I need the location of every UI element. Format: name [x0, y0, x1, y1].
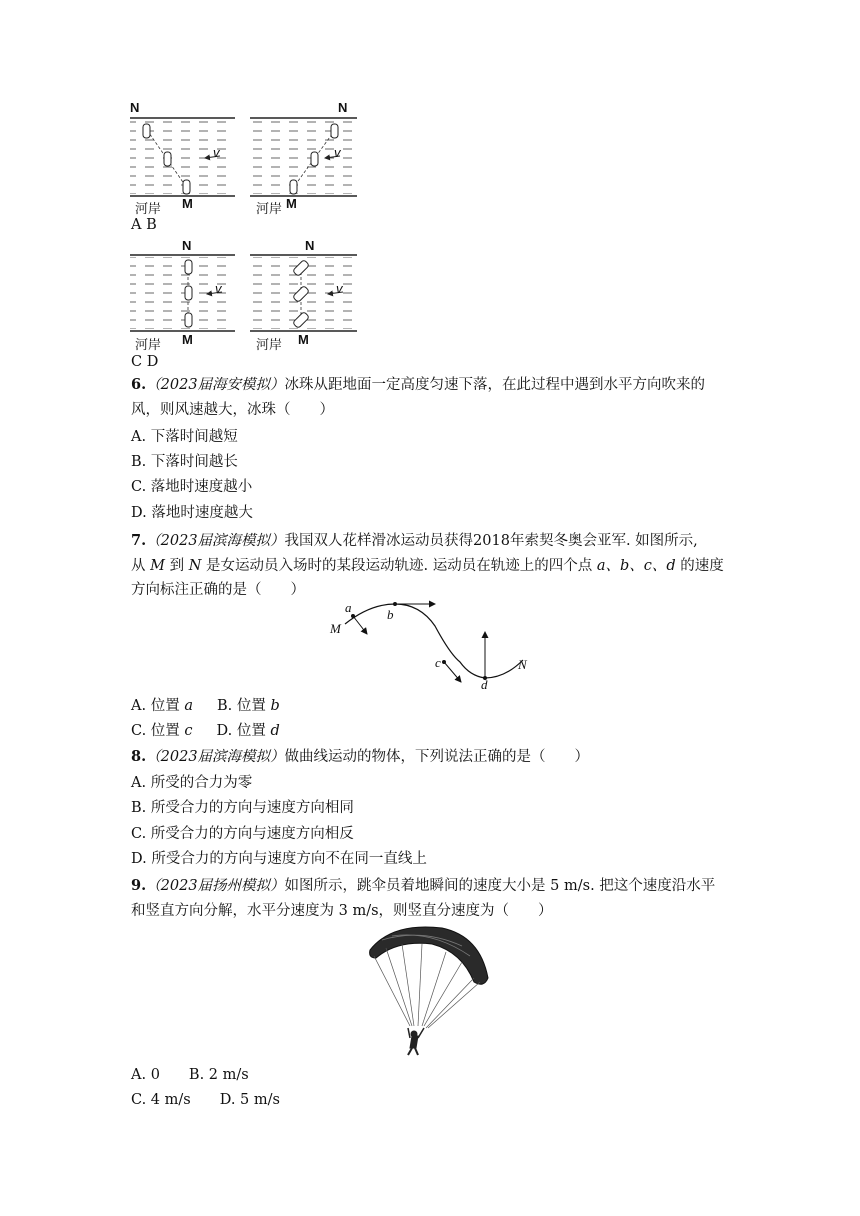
trajectory-figure: [325, 596, 545, 696]
question-source: （2023届海安模拟）: [146, 377, 285, 393]
north-label-c: N: [182, 238, 192, 253]
bank-label-c: 河岸: [135, 337, 162, 352]
option-7a[interactable]: [131, 698, 193, 714]
point-label-b: b: [387, 607, 394, 622]
bank-label-b: 河岸: [256, 201, 283, 216]
options-9-row2[interactable]: C. 4 m/s D. 5 m/s: [131, 1092, 280, 1108]
north-label-a: N: [130, 100, 140, 115]
south-label-d: M: [298, 332, 309, 347]
current-label-a: v: [213, 145, 220, 160]
point-label-n: N: [518, 657, 527, 672]
figure-caption-cd: C D: [131, 354, 159, 370]
bank-label-d: 河岸: [256, 337, 283, 352]
question-source: （2023届滨海模拟）: [146, 749, 285, 765]
question-text: 从: [131, 557, 151, 574]
question-text: 是女运动员入场时的某段运动轨迹. 运动员在轨迹上的四个点: [201, 557, 597, 574]
option-7b[interactable]: [217, 698, 280, 714]
option-label: D. 位置: [216, 723, 271, 739]
figure-caption-ab: A B: [131, 217, 157, 233]
point-label-a: a: [345, 600, 352, 615]
point-label-d: d: [481, 677, 488, 692]
north-label-d: N: [305, 238, 315, 253]
south-label-a: M: [182, 196, 193, 211]
question-text: 我国双人花样滑冰运动员获得2018年索契冬奥会亚军. 如图所示,: [284, 533, 698, 549]
option-value: b: [270, 698, 280, 714]
option-8c[interactable]: C. 所受合力的方向与速度方向相反: [131, 826, 354, 842]
point-m: M: [150, 557, 165, 574]
river-figures: [125, 100, 365, 350]
question-text: 到: [164, 557, 189, 574]
question-6-stem: [131, 373, 731, 422]
question-text: 和竖直方向分解，水平分速度为 3 m/s，则竖直分速度为（ ）: [131, 902, 553, 919]
point-label-m: M: [330, 621, 341, 636]
south-label-c: M: [182, 332, 193, 347]
options-7-row2: [131, 721, 280, 741]
question-number: 8.: [131, 748, 147, 765]
question-number: 9.: [131, 877, 147, 894]
options-7-row1: [131, 696, 280, 716]
question-text: 冰珠从距地面一定高度匀速下落，在此过程中遇到水平方向吹来的: [284, 377, 706, 393]
question-text: 如图所示，跳伞员着地瞬间的速度大小是 5 m/s. 把这个速度沿水平: [284, 878, 716, 894]
option-8b[interactable]: B. 所受合力的方向与速度方向相同: [131, 800, 354, 816]
option-6a[interactable]: A. 下落时间越短: [131, 429, 238, 445]
question-source: （2023届扬州模拟）: [146, 878, 285, 894]
option-7c[interactable]: [131, 723, 193, 739]
question-9-stem: [131, 874, 731, 923]
option-6c[interactable]: C. 落地时速度越小: [131, 479, 253, 495]
option-label: C. 位置: [131, 723, 185, 739]
bank-label-a: 河岸: [135, 201, 162, 216]
current-label-d: v: [336, 281, 343, 296]
question-number: 7.: [131, 532, 147, 549]
option-7d[interactable]: [217, 723, 280, 739]
options-9-row1[interactable]: A. 0 B. 2 m/s: [131, 1067, 249, 1083]
option-6b[interactable]: B. 下落时间越长: [131, 454, 238, 470]
point-label-c: c: [435, 655, 441, 670]
option-label: A. 位置: [131, 698, 185, 714]
option-value: a: [184, 698, 193, 714]
current-label-b: v: [334, 145, 341, 160]
option-label: B. 位置: [216, 698, 271, 714]
question-text: 做曲线运动的物体，下列说法正确的是（ ）: [284, 749, 590, 765]
north-label-b: N: [338, 100, 348, 115]
option-value: c: [184, 723, 193, 739]
south-label-b: M: [286, 196, 297, 211]
question-text: 的速度: [675, 557, 724, 574]
question-text: 方向标注正确的是（ ）: [131, 582, 305, 598]
question-source: （2023届滨海模拟）: [146, 533, 285, 549]
question-text: 风，则风速越大，冰珠（ ）: [131, 401, 334, 418]
option-8a[interactable]: A. 所受的合力为零: [131, 775, 253, 791]
parachute-figure: [362, 922, 497, 1058]
question-8-stem: [131, 747, 589, 767]
point-list: a、b、c、d: [596, 557, 676, 574]
option-value: d: [270, 723, 280, 739]
point-n: N: [188, 557, 202, 574]
option-6d[interactable]: D. 落地时速度越大: [131, 505, 253, 521]
current-label-c: v: [215, 281, 222, 296]
option-8d[interactable]: D. 所受合力的方向与速度方向不在同一直线上: [131, 851, 427, 867]
question-7-stem: [131, 529, 731, 603]
question-number: 6.: [131, 376, 147, 393]
